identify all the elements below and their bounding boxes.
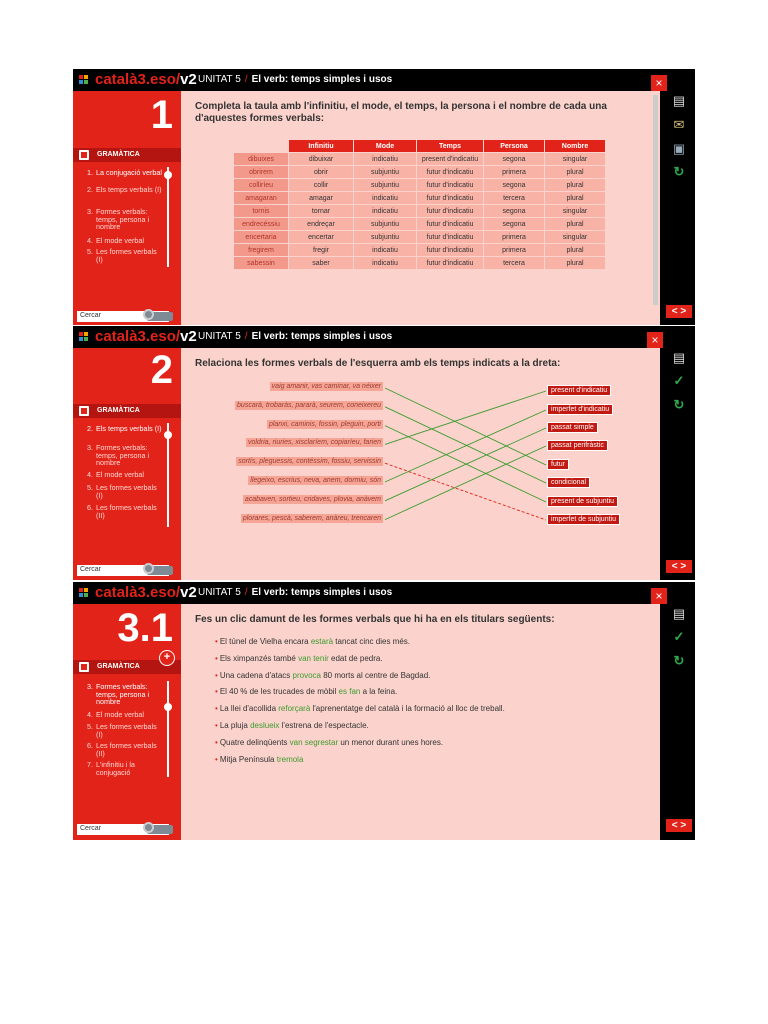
logo-icon <box>79 332 89 342</box>
toc-item[interactable]: 2. Els temps verbals (I) <box>87 185 162 194</box>
headline-item <box>215 687 397 696</box>
answer-cell[interactable]: futur d'indicatiu <box>417 244 483 256</box>
search-input[interactable]: Cercar <box>77 565 169 576</box>
answer-cell[interactable]: plural <box>545 244 605 256</box>
answer-cell[interactable]: saber <box>289 257 353 269</box>
unit-breadcrumb: UNITAT 5 / El verb: temps simples i usos <box>198 587 393 598</box>
left-verb-group[interactable]: vaig amanir, vas caminar, va néixer <box>271 383 381 390</box>
answer-cell[interactable]: subjuntiu <box>354 231 416 243</box>
answer-cell[interactable]: subjuntiu <box>354 166 416 178</box>
answer-cell[interactable]: tornar <box>289 205 353 217</box>
right-tense-label[interactable]: present de subjuntiu <box>547 496 618 507</box>
reload-icon[interactable]: ↻ <box>673 397 685 412</box>
nav-prev-next-button[interactable]: < > <box>666 819 692 832</box>
answer-cell[interactable]: fregir <box>289 244 353 256</box>
answer-cell[interactable]: futur d'indicatiu <box>417 192 483 204</box>
toc-item[interactable]: 7. L'infinitiu i la conjugació <box>87 760 135 777</box>
headline-text: El 40 % de les trucades de mòbil <box>219 687 339 697</box>
toc-scrollbar[interactable] <box>167 681 169 777</box>
table-header: Nombre <box>545 140 605 152</box>
headline-item <box>215 654 383 663</box>
right-tense-label[interactable]: passat perifràstic <box>547 440 608 451</box>
section-header[interactable]: GRAMÀTICA <box>73 660 181 674</box>
answer-cell[interactable]: futur d'indicatiu <box>417 166 483 178</box>
headline-text: Una cadena d'atacs <box>219 670 293 680</box>
answer-cell[interactable]: indicatiu <box>354 257 416 269</box>
headline-text: Els ximpanzés també <box>219 653 299 663</box>
table-header: Persona <box>484 140 544 152</box>
close-button[interactable]: × <box>647 332 663 348</box>
answer-cell[interactable]: plural <box>545 218 605 230</box>
left-verb-group[interactable]: voldria, riuries, xisclaríem, copiaríeu, farien <box>247 439 381 447</box>
verb-form-cell: tornis <box>234 205 288 217</box>
tool-bar <box>667 91 689 325</box>
toc-list <box>73 167 181 277</box>
save-icon[interactable]: ▣ <box>672 141 686 156</box>
verb-word[interactable]: tremola <box>276 754 304 764</box>
answer-cell[interactable]: tercera <box>484 257 544 269</box>
left-verb-group[interactable]: planxi, caminis, fossin, pleguin, porti <box>268 420 381 428</box>
headline-item <box>215 721 369 730</box>
headline-text: tancat cinc dies més. <box>333 637 410 646</box>
right-tense-label[interactable]: present d'indicatiu <box>547 385 611 396</box>
toc-scroll-knob[interactable] <box>164 431 172 439</box>
answer-cell[interactable]: futur d'indicatiu <box>417 179 483 191</box>
answer-cell[interactable]: plural <box>545 257 605 269</box>
toc-item[interactable]: 3. Formes verbals: temps, persona i nombre <box>87 207 150 232</box>
print-icon[interactable]: ▤ <box>672 350 686 365</box>
headline-text: un menor durant unes hores. <box>338 737 444 747</box>
toc-list <box>73 681 181 781</box>
headline-text: La llei d'acollida <box>219 704 279 714</box>
toc-scrollbar[interactable] <box>167 167 169 267</box>
verb-word[interactable]: deslueix <box>250 721 280 730</box>
answer-cell[interactable]: primera <box>484 231 544 243</box>
exercise-number: 3.1 <box>117 606 173 650</box>
answer-cell[interactable]: plural <box>545 166 605 178</box>
grammar-book-icon <box>79 406 89 416</box>
answer-table <box>233 139 606 270</box>
verb-form-cell: fregirem <box>234 244 288 256</box>
tool-bar <box>667 348 689 580</box>
verb-word[interactable]: estarà <box>310 637 334 646</box>
left-verb-group[interactable]: sortís, pleguessis, contéssim, fossiu, servissin <box>238 458 381 466</box>
right-tense-label[interactable]: passat simple <box>547 422 598 433</box>
toc-item[interactable]: 6. Les formes verbals (II) <box>87 503 157 520</box>
headline-text: l'aprenentatge del català i la formació al lloc de treball. <box>310 704 505 714</box>
question-text: Relaciona les formes verbals de l'esquerra amb els temps indicats a la dreta: <box>195 358 561 369</box>
toc-item[interactable]: 2. Els temps verbals (I) <box>87 424 162 433</box>
headline-text: Mitja Península <box>219 754 277 764</box>
verb-word[interactable]: van segrestar <box>289 737 339 747</box>
answer-cell[interactable]: encertar <box>289 231 353 243</box>
section-header[interactable]: GRAMÀTICA <box>73 404 181 418</box>
answer-cell[interactable]: collir <box>289 179 353 191</box>
question-text: Fes un clic damunt de les formes verbals que hi ha en els titulars següents: <box>195 614 555 625</box>
nav-prev-next-button[interactable]: < > <box>666 305 692 318</box>
right-tense-label[interactable]: condicional <box>547 477 590 488</box>
headline-text: edat de pedra. <box>328 653 383 663</box>
verb-form-cell: sabessin <box>234 257 288 269</box>
match-line <box>385 388 546 465</box>
logo: català3.eso/v2 <box>95 328 197 345</box>
answer-cell[interactable]: indicatiu <box>354 205 416 217</box>
search-button[interactable] <box>147 825 173 834</box>
grammar-book-icon <box>79 662 89 672</box>
headline-item <box>215 738 443 747</box>
sidebar <box>73 348 181 580</box>
search-input[interactable]: Cercar <box>77 311 169 322</box>
top-bar <box>73 326 695 348</box>
answer-cell[interactable]: singular <box>545 205 605 217</box>
left-verb-group[interactable]: plorares, pescà, saberem, anàreu, trencaren <box>242 514 381 522</box>
left-verb-group[interactable]: buscarà, trobaràs, pararà, seurem, coneixereu <box>237 401 381 409</box>
match-line <box>385 391 546 444</box>
table-row <box>234 244 605 256</box>
answer-cell[interactable]: futur d'indicatiu <box>417 218 483 230</box>
nav-prev-next-button[interactable]: < > <box>666 560 692 573</box>
verb-form-cell: endrecéssiu <box>234 218 288 230</box>
verb-word[interactable]: provoca <box>292 670 321 680</box>
headline-item <box>215 755 303 764</box>
table-row <box>234 218 605 230</box>
headline-item <box>215 637 410 646</box>
print-icon[interactable]: ▤ <box>672 606 686 621</box>
verb-word[interactable]: es fan <box>338 687 361 697</box>
reload-icon[interactable]: ↻ <box>673 164 685 179</box>
answer-cell[interactable]: obrir <box>289 166 353 178</box>
answer-cell[interactable]: segona <box>484 153 544 165</box>
logo: català3.eso/v2 <box>95 71 197 88</box>
table-header: Temps <box>417 140 483 152</box>
check-icon[interactable]: ✓ <box>673 373 685 388</box>
toc-item[interactable]: 6. Les formes verbals (II) <box>87 741 157 758</box>
top-bar <box>73 582 695 604</box>
answer-cell[interactable]: primera <box>484 244 544 256</box>
close-button[interactable]: × <box>651 588 667 604</box>
content-scrollbar[interactable] <box>653 95 658 305</box>
reload-icon[interactable]: ↻ <box>673 653 685 668</box>
left-verb-group[interactable]: acabaven, sortieu, cridaves, plovia, anàvem <box>244 495 381 503</box>
headline-item <box>215 704 505 713</box>
search-button[interactable] <box>147 312 173 321</box>
answer-cell[interactable]: singular <box>545 153 605 165</box>
print-icon[interactable]: ▤ <box>672 93 686 108</box>
table-row <box>234 257 605 269</box>
toc-item[interactable]: 1. La conjugació verbal <box>87 168 162 177</box>
answer-cell[interactable]: tercera <box>484 192 544 204</box>
answer-cell[interactable]: futur d'indicatiu <box>417 257 483 269</box>
verb-form-cell: obrirem <box>234 166 288 178</box>
headline-text: La pluja <box>219 721 251 730</box>
grammar-book-icon <box>79 150 89 160</box>
check-icon[interactable]: ✓ <box>673 629 685 644</box>
unit-breadcrumb: UNITAT 5 / El verb: temps simples i usos <box>198 74 393 85</box>
exercise-number: 2 <box>150 348 173 392</box>
answer-cell[interactable]: indicatiu <box>354 153 416 165</box>
exercise-content <box>181 348 660 580</box>
mail-icon[interactable]: ✉ <box>673 117 685 132</box>
answer-cell[interactable]: dibuixar <box>289 153 353 165</box>
table-row <box>234 179 605 191</box>
verb-form-cell: dibuixes <box>234 153 288 165</box>
answer-cell[interactable]: amagar <box>289 192 353 204</box>
exercise-content <box>181 604 660 840</box>
headline-item <box>215 671 430 680</box>
exercise-panel-3 <box>73 582 695 840</box>
answer-cell[interactable]: segona <box>484 205 544 217</box>
search-input[interactable]: Cercar <box>77 824 169 835</box>
sidebar <box>73 91 181 325</box>
verb-word[interactable]: van tenir <box>298 653 329 663</box>
top-bar <box>73 69 695 91</box>
question-text: Completa la taula amb l'infinitiu, el mode, el temps, la persona i el nombre de cada una d'aquestes formes verbals: <box>195 101 607 124</box>
section-header[interactable]: GRAMÀTICA <box>73 148 181 162</box>
match-line <box>385 428 546 501</box>
table-row <box>234 205 605 217</box>
right-tense-label[interactable]: imperfet de subjuntiu <box>547 514 620 525</box>
toc-item[interactable]: 5. Les formes verbals (I) <box>87 247 157 264</box>
answer-cell[interactable]: subjuntiu <box>354 179 416 191</box>
answer-cell[interactable]: plural <box>545 192 605 204</box>
add-button[interactable]: + <box>159 650 175 666</box>
toc-scroll-knob[interactable] <box>164 171 172 179</box>
answer-cell[interactable]: indicatiu <box>354 192 416 204</box>
headline-text: Quatre delinqüents <box>219 737 290 747</box>
logo-icon <box>79 588 89 598</box>
verb-form-cell: encertaria <box>234 231 288 243</box>
table-header: Mode <box>354 140 416 152</box>
verb-form-cell: colliríeu <box>234 179 288 191</box>
answer-cell[interactable]: endreçar <box>289 218 353 230</box>
answer-cell[interactable]: futur d'indicatiu <box>417 231 483 243</box>
match-line <box>385 446 546 520</box>
verb-form-cell: amagaran <box>234 192 288 204</box>
exercise-content <box>181 91 660 325</box>
table-row <box>234 192 605 204</box>
answer-cell[interactable]: subjuntiu <box>354 218 416 230</box>
headline-text: El túnel de Vielha encara <box>219 637 311 646</box>
logo: català3.eso/v2 <box>95 584 197 601</box>
match-line <box>385 426 546 502</box>
logo-icon <box>79 75 89 85</box>
toc-item[interactable]: 5. Les formes verbals (I) <box>87 483 157 500</box>
toc-item[interactable]: 4. El mode verbal <box>87 236 144 245</box>
search-button[interactable] <box>147 566 173 575</box>
toc-list <box>73 423 181 535</box>
table-row <box>234 231 605 243</box>
unit-breadcrumb: UNITAT 5 / El verb: temps simples i usos <box>198 331 393 342</box>
answer-cell[interactable]: present d'indicatiu <box>417 153 483 165</box>
exercise-panel-2 <box>73 326 695 580</box>
toc-item[interactable]: 5. Les formes verbals (I) <box>87 722 157 739</box>
table-header: Infinitiu <box>289 140 353 152</box>
headline-text: l'estrena de l'espectacle. <box>279 721 369 730</box>
answer-cell[interactable]: plural <box>545 179 605 191</box>
headline-text: a la feina. <box>360 687 398 697</box>
answer-cell[interactable]: indicatiu <box>354 244 416 256</box>
headline-text: 80 morts al centre de Bagdad. <box>320 670 431 680</box>
answer-cell[interactable]: primera <box>484 166 544 178</box>
toc-scroll-knob[interactable] <box>164 703 172 711</box>
answer-cell[interactable]: segona <box>484 179 544 191</box>
sidebar <box>73 604 181 840</box>
exercise-panel-1 <box>73 69 695 325</box>
table-row <box>234 166 605 178</box>
left-verb-group[interactable]: llegeixo, escrius, neva, anem, dormiu, són <box>250 477 381 484</box>
exercise-number: 1 <box>150 93 173 137</box>
right-tense-label[interactable]: imperfet d'indicatiu <box>547 404 613 415</box>
answer-cell[interactable]: futur d'indicatiu <box>417 205 483 217</box>
toc-item[interactable]: 4. El mode verbal <box>87 470 144 479</box>
tool-bar <box>667 604 689 840</box>
close-button[interactable]: × <box>651 75 667 91</box>
answer-cell[interactable]: singular <box>545 231 605 243</box>
table-row <box>234 153 605 165</box>
verb-word[interactable]: reforçarà <box>278 704 311 714</box>
right-tense-label[interactable]: futur <box>547 459 569 470</box>
toc-item[interactable]: 3. Formes verbals: temps, persona i nombre <box>87 443 150 468</box>
toc-item[interactable]: 3. Formes verbals: temps, persona i nombre <box>87 682 150 707</box>
answer-cell[interactable]: segona <box>484 218 544 230</box>
toc-item[interactable]: 4. El mode verbal <box>87 710 144 719</box>
